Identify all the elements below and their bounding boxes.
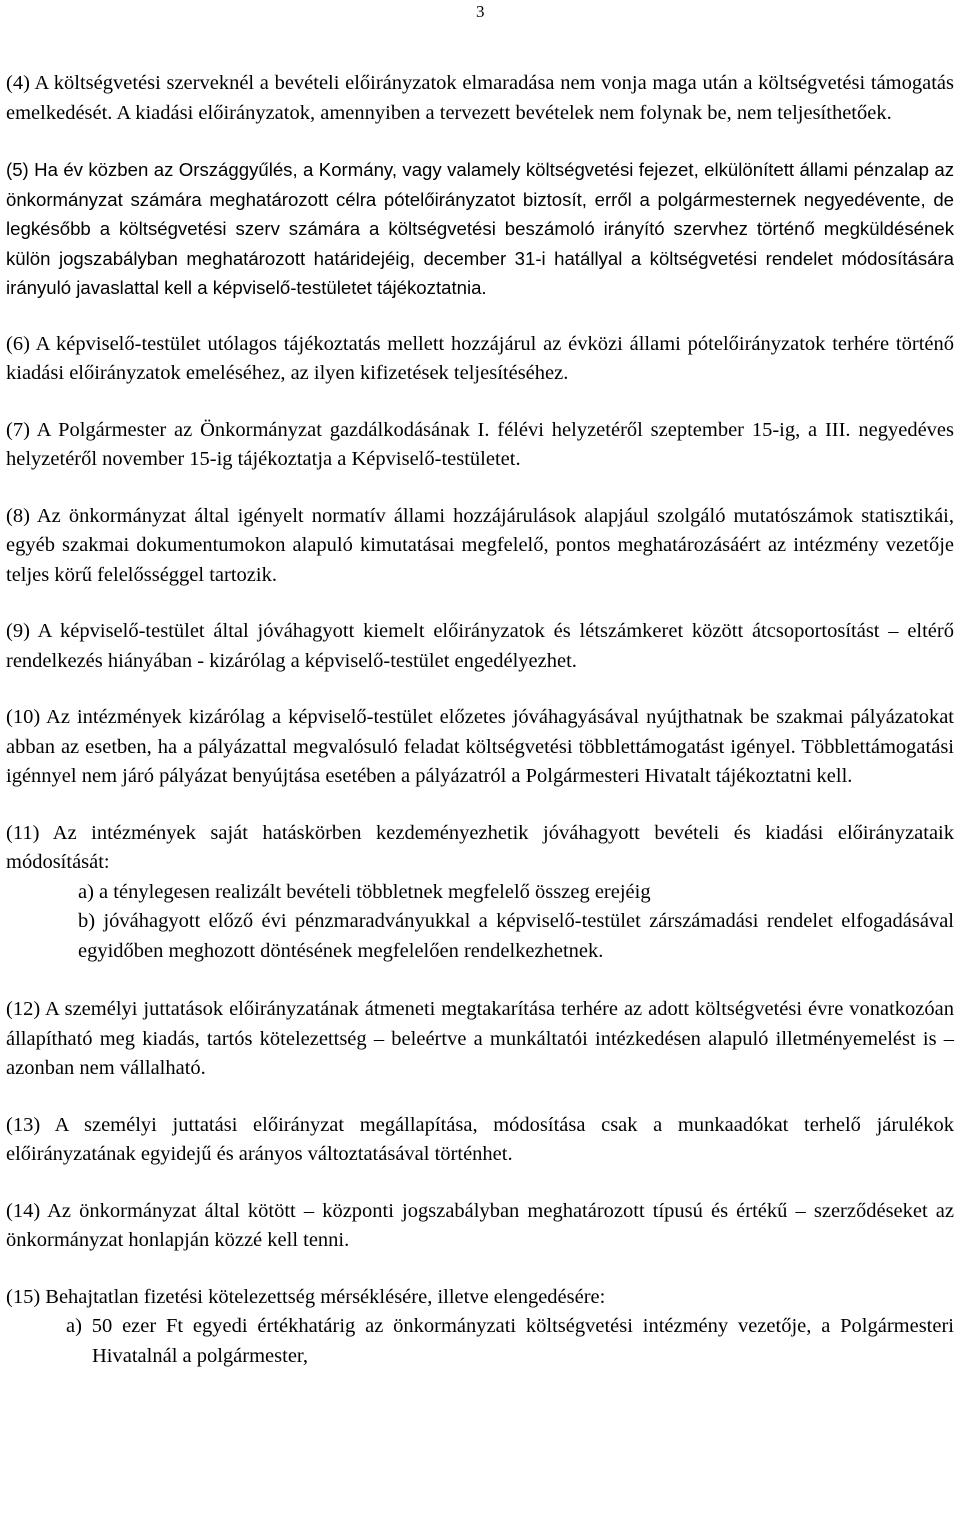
- paragraph-6: (6) A képviselő-testület utólagos tájékoztatás mellett hozzájárul az évközi állami pótelőirányzatok terhére történő kiadási előirányzatok emeléséhez, az ilyen kifizetések teljesítéséhez.: [6, 332, 954, 384]
- paragraph-11-sublist: [6, 878, 954, 967]
- paragraph-10: (10) Az intézmények kizárólag a képviselő-testület előzetes jóváhagyásával nyújthatnak be szakmai pályázatokat abban az esetben, ha a pályázattal megvalósuló feladat költségvetési többlettámogatást igényel. Többlettámogatási igénnyel nem járó pályázat benyújtása esetében a pályázatról a Polgármesteri Hivatalt tájékoztatni kell.: [6, 706, 954, 787]
- paragraph-8: (8) Az önkormányzat által igényelt normatív állami hozzájárulások alapjául szolgáló mutatószámok statisztikái, egyéb szakmai dokumentumokon alapuló kimutatásai megfelelő, pontos meghatározásáért az intézmény vezetője teljes körű felelősséggel tartozik.: [6, 504, 954, 586]
- paragraph-11: (11) Az intézmények saját hatáskörben kezdeményezhetik jóváhagyott bevételi és kiadási előirányzataik módosítását:: [6, 821, 954, 873]
- paragraph-4: (4) A költségvetési szerveknél a bevételi előirányzatok elmaradása nem vonja maga után a költségvetési támogatás emelkedését. A kiadási előirányzatok, amennyiben a tervezett bevételek nem folynak be, nem teljesíthetőek.: [6, 72, 954, 124]
- paragraph-15-item-a: a) 50 ezer Ft egyedi értékhatárig az önkormányzati költségvetési intézmény vezetője, a Polgármesteri Hivatalnál a polgármester,: [66, 1315, 954, 1367]
- paragraph-7: (7) A Polgármester az Önkormányzat gazdálkodásának I. félévi helyzetéről szeptember 15-ig, a III. negyedéves helyzetéről november 15-ig tájékoztatja a Képviselő-testületet.: [6, 418, 954, 470]
- paragraph-13: (13) A személyi juttatási előirányzat megállapítása, módosítása csak a munkaadókat terhelő járulékok előirányzatának egyidejű és arányos változtatásával történhet.: [6, 1113, 954, 1165]
- document-body: [6, 69, 954, 1371]
- paragraph-12: (12) A személyi juttatások előirányzatának átmeneti megtakarítása terhére az adott költségvetési évre vonatkozóan állapítható meg kiadás, tartós kötelezettség – beleértve a munkáltatói intézkedésen alapuló illetményemelést is – azonban nem vállalható.: [6, 998, 954, 1079]
- paragraph-11-item-a: a) a ténylegesen realizált bevételi többletnek megfelelő összeg erejéig: [78, 880, 651, 903]
- paragraph-9: (9) A képviselő-testület által jóváhagyott kiemelt előirányzatok és létszámkeret között átcsoportosítást – eltérő rendelkezés hiányában - kizárólag a képviselő-testület engedélyezhet.: [6, 620, 954, 672]
- paragraph-5: (5) Ha év közben az Országgyűlés, a Kormány, vagy valamely költségvetési fejezet, elkülönített állami pénzalap az önkormányzat számára meghatározott célra pótelőirányzatot biztosít, erről a polgármesternek negyedévente, de legkésőbb a költségvetési szerv számára a költségvetési beszámoló irányító szervhez történő megküldésének külön jogszabályban meghatározott határidejéig, december 31-i hatállyal a költségvetési rendelet módosítására irányuló javaslattal kell a képviselő-testületet tájékoztatnia.: [6, 159, 954, 298]
- page-number: 3: [476, 2, 485, 21]
- paragraph-15: (15) Behajtatlan fizetési kötelezettség mérséklésére, illetve elengedésére:: [6, 1285, 606, 1308]
- paragraph-14: (14) Az önkormányzat által kötött – központi jogszabályban meghatározott típusú és értékű – szerződéseket az önkormányzat honlapján közzé kell tenni.: [6, 1199, 954, 1251]
- paragraph-11-item-b: b) jóváhagyott előző évi pénzmaradványukkal a képviselő-testület zárszámadási rendelet elfogadásával egyidőben meghozott döntésének megfelelően rendelkezhetnek.: [78, 910, 954, 962]
